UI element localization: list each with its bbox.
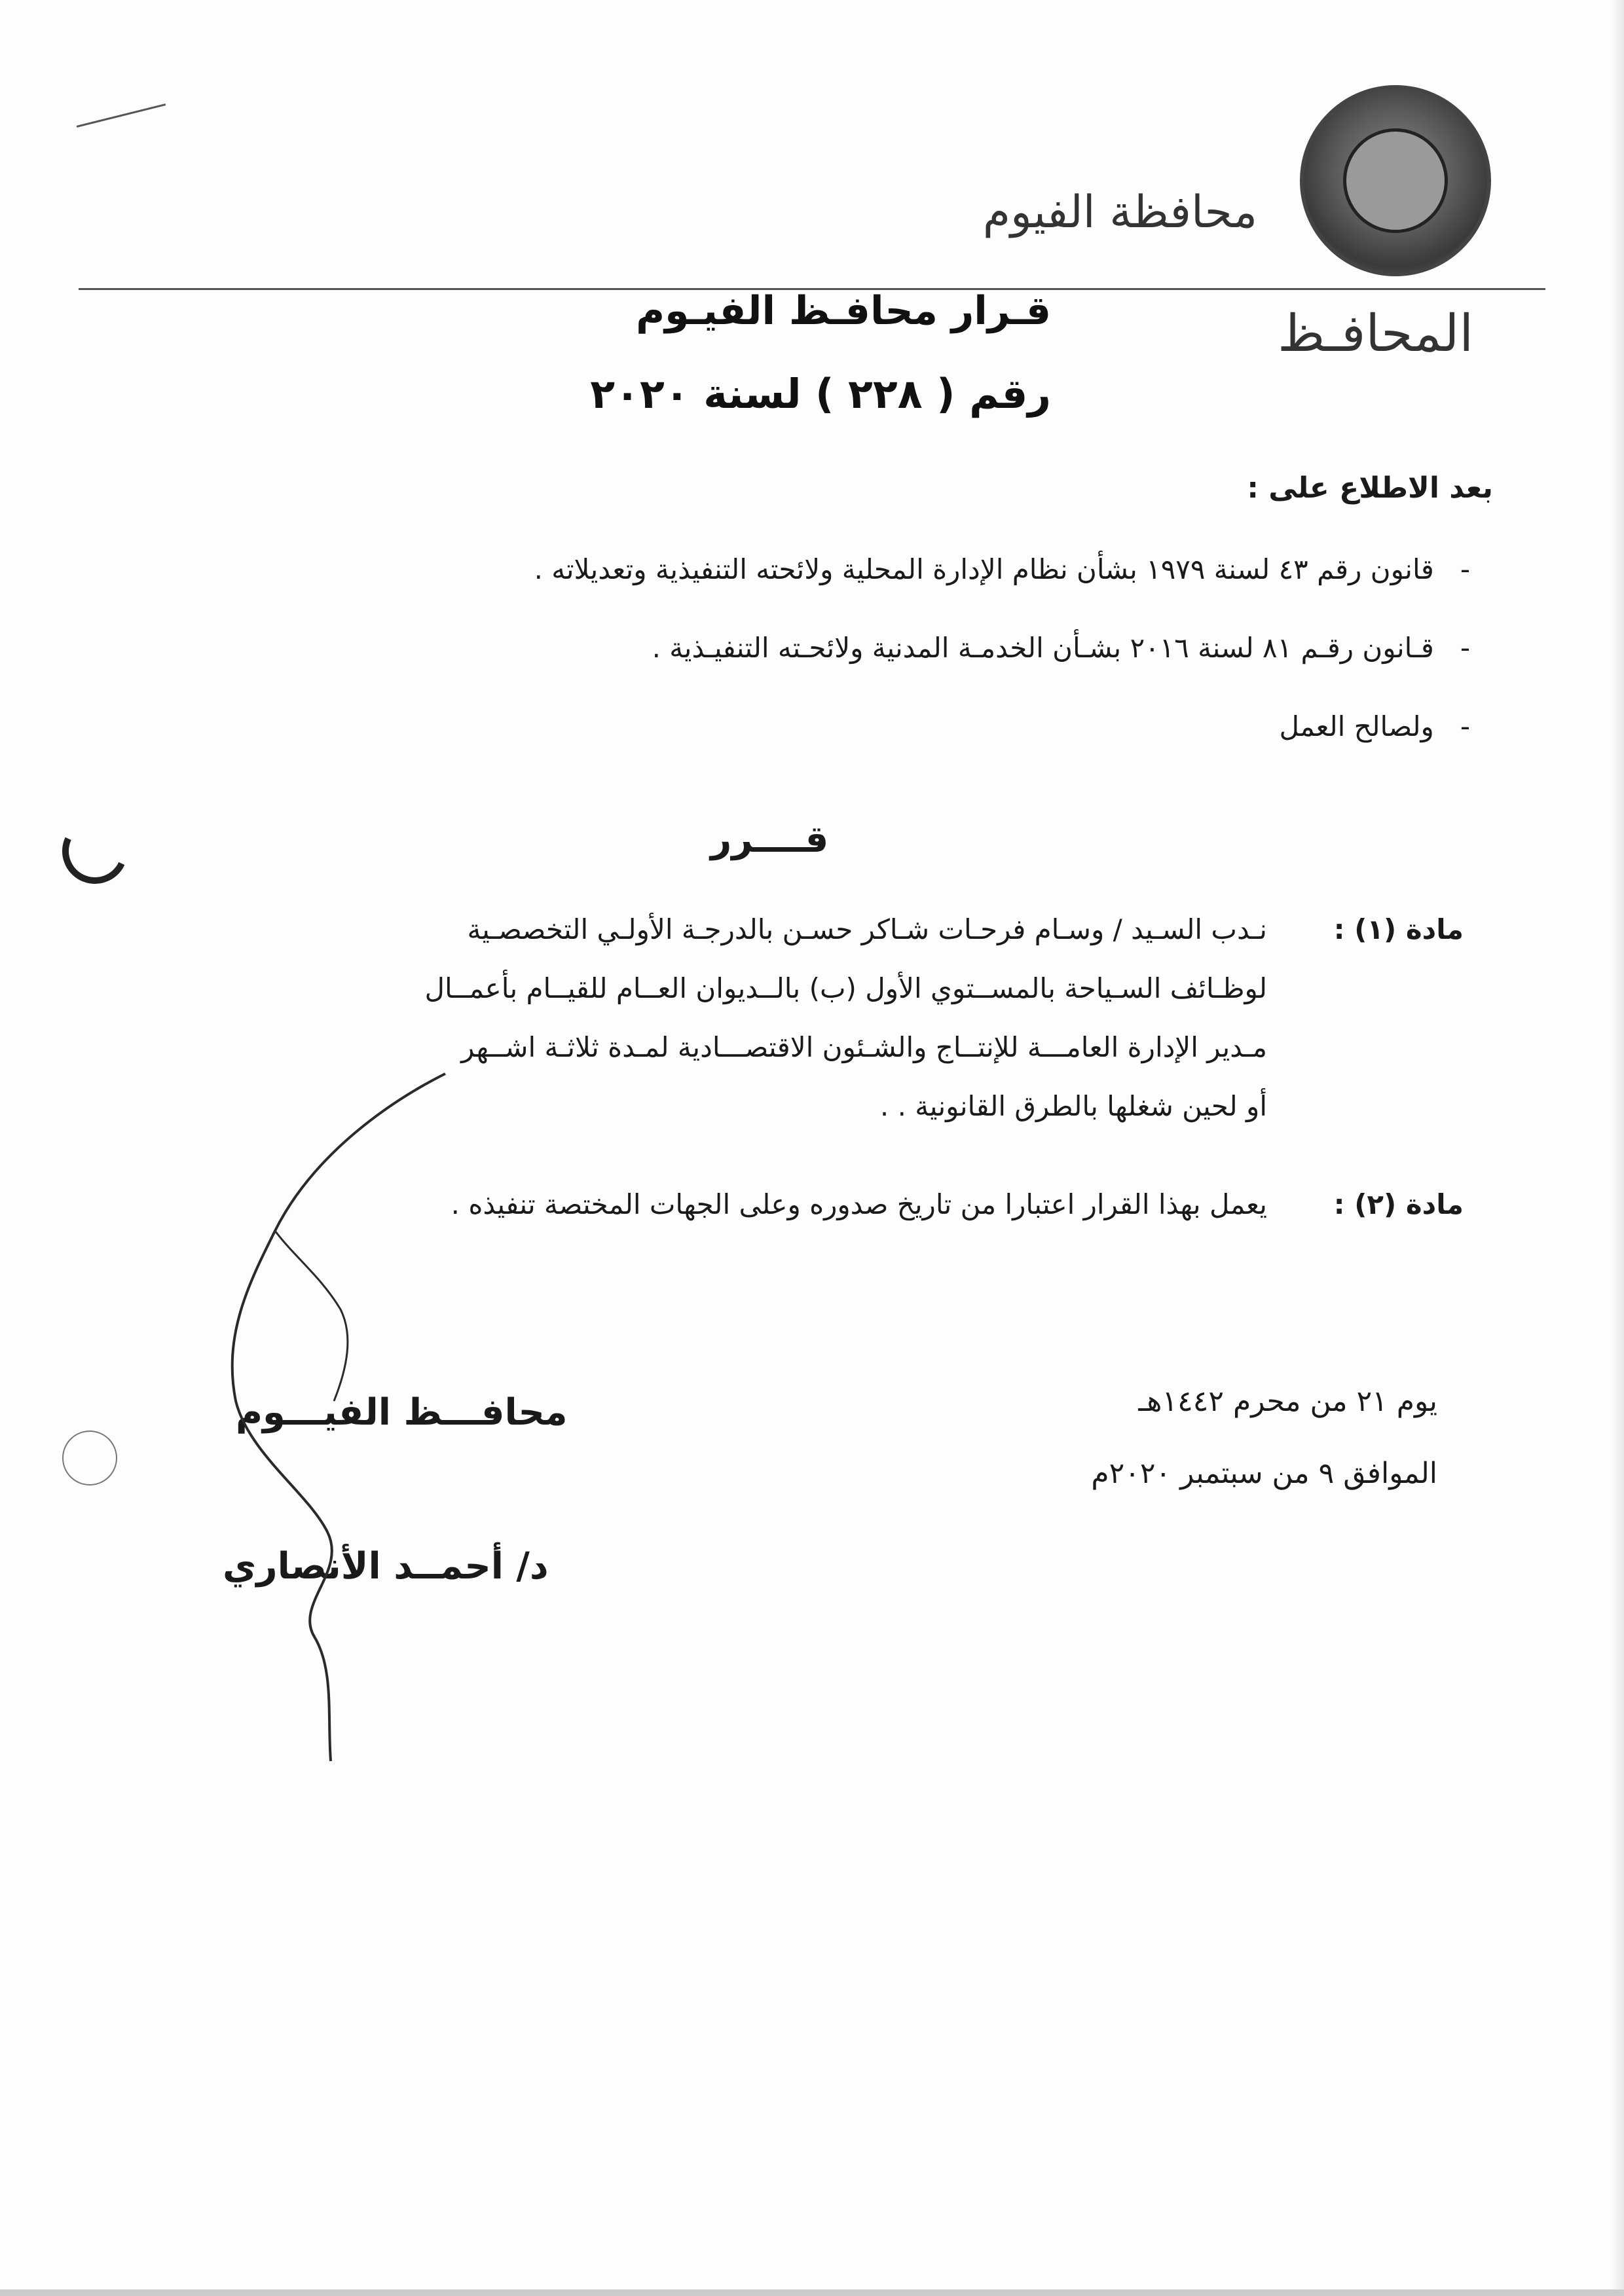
decision-number: رقم ( ٢٢٨ ) لسنة ٢٠٢٠ [590,370,1051,418]
gregorian-date: الموافق ٩ من سبتمبر ٢٠٢٠م [1091,1457,1437,1490]
article-1-line: مـدير الإدارة العامـــة للإنتــاج والشـئون الاقتصـــادية لمـدة ثلاثـة اشــهر [461,1031,1267,1063]
article-1-label: مادة (١) : [1333,913,1464,945]
item-text: ولصالح العمل [1279,710,1434,742]
hijri-date: يوم ٢١ من محرم ١٤٤٢هـ [1138,1385,1437,1418]
article-2-line: يعمل بهذا القرار اعتبارا من تاريخ صدوره وعلى الجهات المختصة تنفيذه . [451,1188,1267,1220]
page-edge [0,2289,1624,2296]
item-dash: - [1460,632,1470,664]
article-1-line: لوظـائف السـياحة بالمســتوي الأول (ب) بالــديوان العــام للقيــام بأعمــال [424,972,1267,1004]
article-2-label: مادة (٢) : [1333,1188,1464,1220]
article-1-line: أو لحين شغلها بالطرق القانونية . . [879,1090,1267,1122]
signatory-name: د/ أحمــد الأنصاري [223,1545,549,1588]
preamble-item [534,553,1470,585]
preamble-item [1279,710,1470,742]
item-text: قـانون رقـم ٨١ لسنة ٢٠١٦ بشـأن الخدمـة المدنية ولائحـته التنفيـذية . [652,632,1434,664]
item-text: قانون رقم ٤٣ لسنة ١٩٧٩ بشأن نظام الإدارة المحلية ولائحته التنفيذية وتعديلاته . [534,553,1434,585]
article-1-line: نـدب السـيد / وسـام فرحـات شـاكر حسـن بالدرجـة الأولـي التخصصـية [467,913,1267,945]
decision-title: قـرار محافـظ الفيـوم [636,288,1051,334]
decision-heading: قــــرر [710,818,829,861]
item-dash: - [1460,553,1470,585]
governorate-name: محافظة الفيوم [982,187,1257,238]
governorate-seal-logo [1300,85,1491,276]
scan-mark [77,103,166,128]
page-edge [1610,0,1624,2296]
punch-hole-mark [62,1430,117,1485]
item-dash: - [1460,710,1470,742]
preamble-item [652,632,1470,664]
preamble-intro: بعد الاطلاع على : [1247,471,1493,505]
governor-label: المحافـظ [1278,304,1473,363]
punch-hole-mark [53,809,137,893]
seal-emblem-icon [1343,128,1448,233]
signatory-title: محافـــظ الفيـــوم [236,1391,568,1434]
